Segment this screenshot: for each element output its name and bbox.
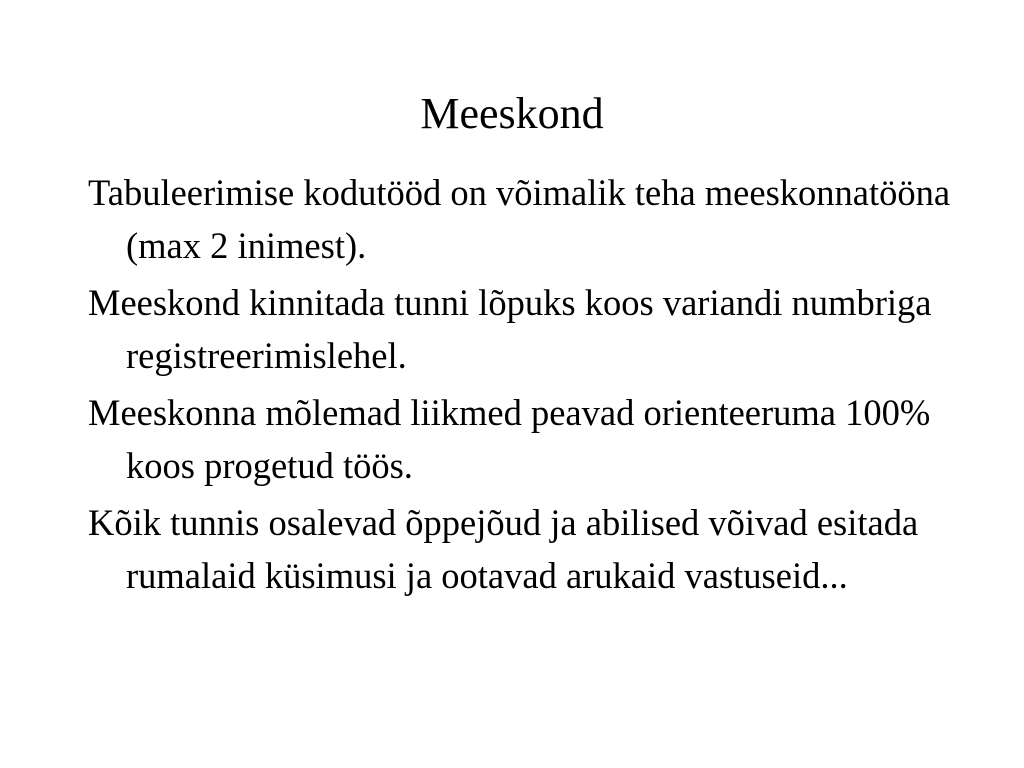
slide-title: Meeskond xyxy=(420,89,604,138)
paragraph-1: Tabuleerimise kodutööd on võimalik teha meeskonnatööna (max 2 inimest). xyxy=(88,172,951,266)
slide-body xyxy=(88,166,958,606)
paragraph-2: Meeskond kinnitada tunni lõpuks koos variandi numbriga registreerimislehel. xyxy=(88,282,932,376)
paragraph-4: Kõik tunnis osalevad õppejõud ja abilised võivad esitada rumalaid küsimusi ja ootavad arukaid vastuseid... xyxy=(88,502,919,596)
paragraph-3: Meeskonna mõlemad liikmed peavad orienteeruma 100% koos progetud töös. xyxy=(88,392,931,486)
